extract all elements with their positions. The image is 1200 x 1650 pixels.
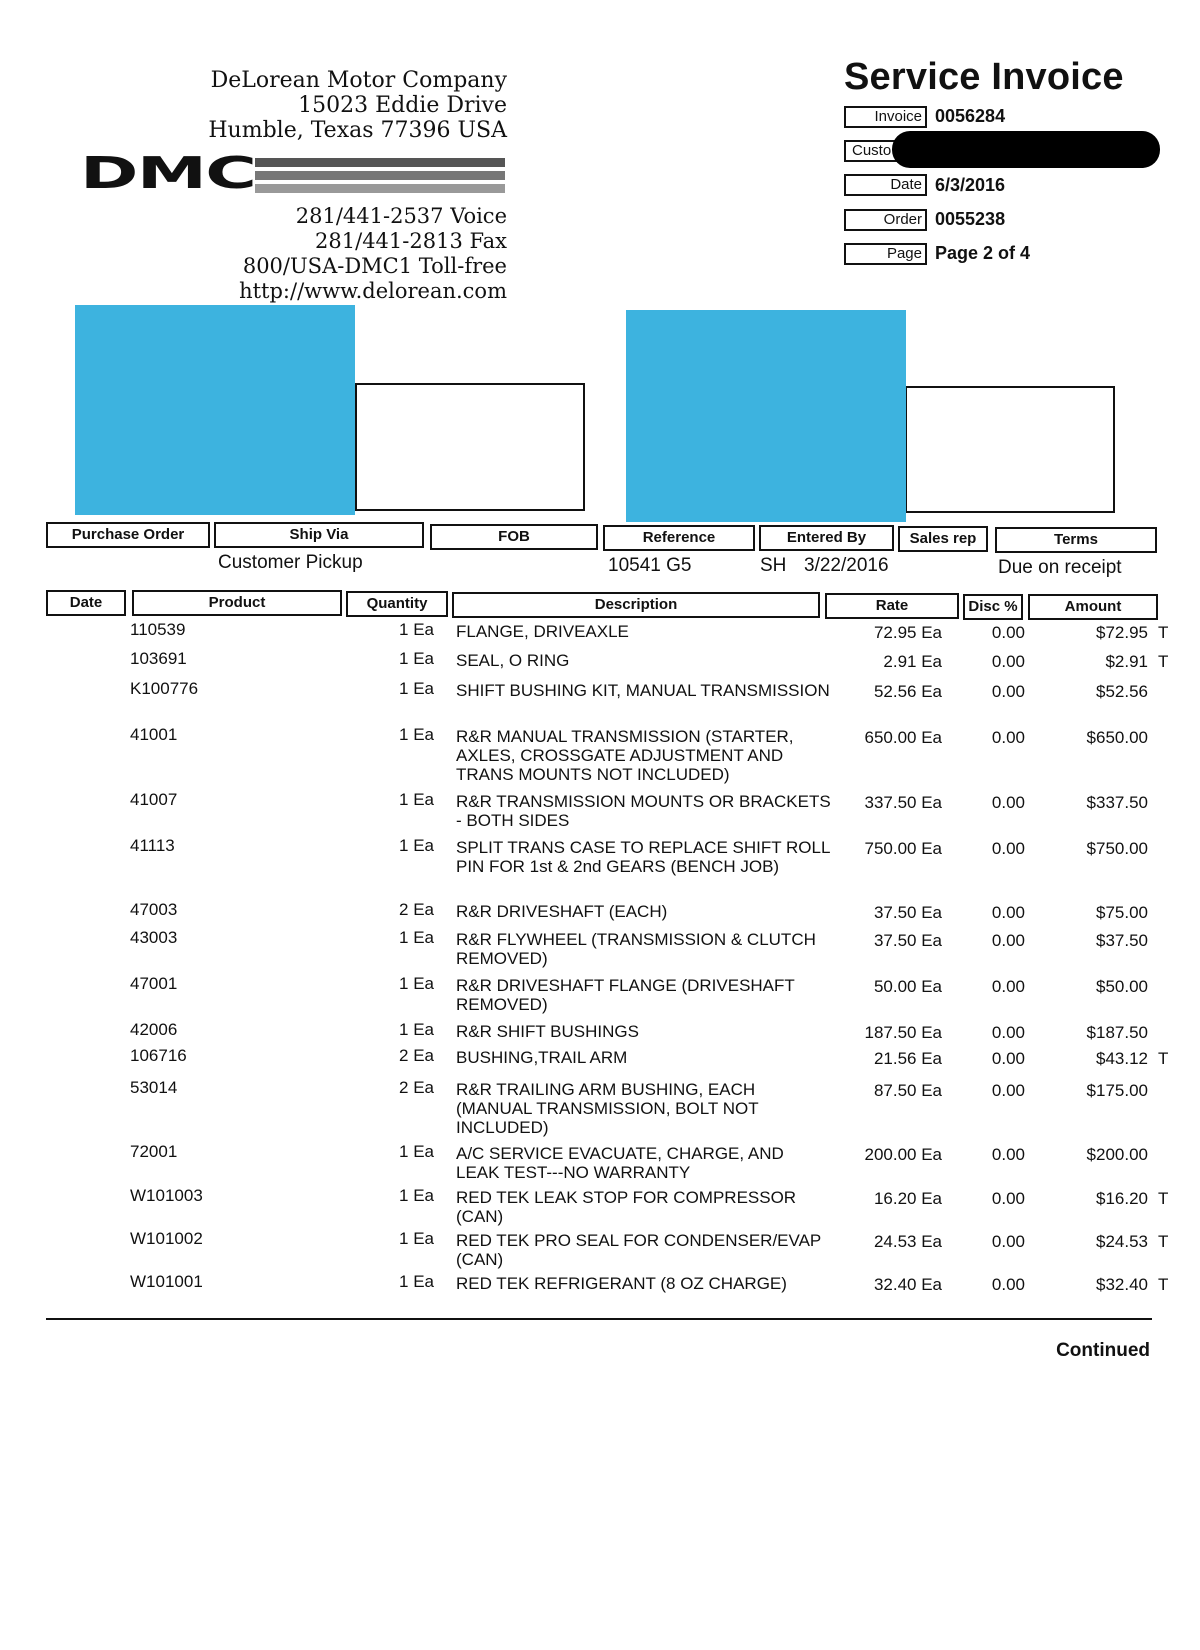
discount: 0.00 (991, 728, 1025, 747)
description: R&R DRIVESHAFT FLANGE (DRIVESHAFT REMOVED) (456, 976, 795, 1014)
discount: 0.00 (991, 1145, 1025, 1164)
description: RED TEK PRO SEAL FOR CONDENSER/EVAP (CAN) (456, 1231, 821, 1269)
amount: $50.00 (1096, 977, 1148, 996)
invoice-number: 0056284 (935, 106, 1006, 126)
description: R&R MANUAL TRANSMISSION (STARTER, AXLES, CROSSGATE ADJUSTMENT AND TRANS MOUNTS NOT INCLUDED) (456, 727, 794, 784)
rate: 187.50 Ea (864, 1023, 942, 1042)
footer-divider (46, 1318, 1152, 1320)
discount: 0.00 (991, 1081, 1025, 1100)
company-tollfree: 800/USA-DMC1 Toll-free (242, 254, 507, 278)
discount: 0.00 (991, 623, 1025, 642)
product-code: 47003 (130, 900, 178, 919)
product-code: W101002 (130, 1229, 203, 1248)
product-code: 43003 (130, 928, 178, 947)
quantity: 1 Ea (399, 679, 434, 698)
tax-flag: T (1158, 1275, 1169, 1294)
amount: $200.00 (1086, 1145, 1148, 1164)
entered-by-header: Entered By (759, 525, 894, 551)
rate: 52.56 Ea (873, 682, 942, 701)
amount: $43.12 (1096, 1049, 1148, 1068)
amount: $650.00 (1086, 728, 1148, 747)
company-name: DeLorean Motor Company (210, 68, 507, 93)
discount: 0.00 (991, 652, 1025, 671)
customer-redaction (892, 131, 1160, 168)
dmc-logo (80, 148, 505, 199)
description: FLANGE, DRIVEAXLE (456, 622, 629, 641)
discount: 0.00 (991, 1232, 1025, 1251)
quantity: 1 Ea (399, 790, 434, 809)
discount: 0.00 (991, 1049, 1025, 1068)
company-contact (239, 204, 507, 304)
amount: $337.50 (1086, 793, 1148, 812)
product-code: 42006 (130, 1020, 178, 1039)
quantity: 1 Ea (399, 1186, 434, 1205)
discount: 0.00 (991, 1189, 1025, 1208)
description: SEAL, O RING (456, 651, 570, 670)
col-disc: Disc % (963, 594, 1023, 620)
date-label: Date (844, 174, 927, 196)
tax-flag: T (1158, 652, 1169, 671)
page-label: Page (844, 243, 927, 265)
rate: 750.00 Ea (864, 839, 942, 858)
description: R&R TRANSMISSION MOUNTS OR BRACKETS - BOTH SIDES (456, 792, 831, 830)
rate: 650.00 Ea (864, 728, 942, 747)
ship-to-box (905, 386, 1115, 513)
quantity: 2 Ea (399, 1046, 434, 1065)
ship-via-header: Ship Via (214, 522, 424, 548)
quantity: 1 Ea (399, 1020, 434, 1039)
quantity: 1 Ea (399, 620, 434, 639)
company-address (208, 68, 507, 143)
continued-label: Continued (1056, 1340, 1150, 1361)
discount: 0.00 (991, 793, 1025, 812)
tax-flag: T (1158, 1189, 1169, 1208)
amount: $2.91 (1105, 652, 1148, 671)
rate: 37.50 Ea (873, 903, 942, 922)
reference-value: 10541 G5 (608, 555, 692, 576)
discount: 0.00 (991, 1023, 1025, 1042)
invoice-date: 6/3/2016 (935, 175, 1006, 195)
ship-to-redaction (626, 310, 906, 522)
description: R&R FLYWHEEL (TRANSMISSION & CLUTCH REMOVED) (456, 930, 816, 968)
discount: 0.00 (991, 682, 1025, 701)
tax-flag: T (1158, 1232, 1169, 1251)
product-code: 41113 (130, 836, 175, 855)
col-description: Description (452, 592, 820, 618)
rate: 50.00 Ea (873, 977, 942, 996)
description: R&R TRAILING ARM BUSHING, EACH (MANUAL TRANSMISSION, BOLT NOT INCLUDED) (456, 1080, 759, 1137)
company-fax: 281/441-2813 Fax (315, 229, 507, 253)
sales-rep-header: Sales rep (898, 526, 988, 552)
col-product: Product (132, 590, 342, 616)
description: SHIFT BUSHING KIT, MANUAL TRANSMISSION (456, 681, 830, 700)
quantity: 1 Ea (399, 836, 434, 855)
product-code: 41001 (130, 725, 178, 744)
rate: 200.00 Ea (864, 1145, 942, 1164)
amount: $72.95 (1096, 623, 1148, 642)
company-street: 15023 Eddie Drive (298, 93, 507, 118)
dmc-logo-text: DMC (80, 148, 256, 199)
bill-to-box (355, 383, 585, 511)
amount: $187.50 (1086, 1023, 1148, 1042)
quantity: 1 Ea (399, 974, 434, 993)
discount: 0.00 (991, 839, 1025, 858)
entered-date-value: 3/22/2016 (804, 555, 889, 576)
description: A/C SERVICE EVACUATE, CHARGE, AND LEAK TEST---NO WARRANTY (456, 1144, 784, 1182)
rate: 24.53 Ea (873, 1232, 942, 1251)
product-code: W101003 (130, 1186, 203, 1205)
quantity: 2 Ea (399, 1078, 434, 1097)
purchase-order-header: Purchase Order (46, 522, 210, 548)
product-code: 106716 (130, 1046, 187, 1065)
customer-label: Custo (844, 140, 927, 162)
quantity: 1 Ea (399, 1272, 434, 1291)
quantity: 2 Ea (399, 900, 434, 919)
page-number: Page 2 of 4 (935, 243, 1031, 263)
col-rate: Rate (825, 593, 959, 619)
company-city: Humble, Texas 77396 USA (208, 118, 507, 143)
amount: $52.56 (1096, 682, 1148, 701)
amount: $24.53 (1096, 1232, 1148, 1251)
description: R&R DRIVESHAFT (EACH) (456, 902, 668, 921)
tax-flag: T (1158, 623, 1169, 642)
fob-header: FOB (430, 524, 598, 550)
product-code: 110539 (130, 620, 186, 639)
discount: 0.00 (991, 1275, 1025, 1294)
amount: $750.00 (1086, 839, 1148, 858)
description: BUSHING,TRAIL ARM (456, 1048, 628, 1067)
description: R&R SHIFT BUSHINGS (456, 1022, 639, 1041)
product-code: 72001 (130, 1142, 178, 1161)
amount: $16.20 (1096, 1189, 1148, 1208)
amount: $75.00 (1096, 903, 1148, 922)
rate: 72.95 Ea (873, 623, 942, 642)
page-title: Service Invoice (844, 56, 1124, 98)
product-code: K100776 (130, 679, 199, 698)
amount: $32.40 (1096, 1275, 1148, 1294)
quantity: 1 Ea (399, 649, 434, 668)
tax-flag: T (1158, 1049, 1169, 1068)
reference-header: Reference (603, 525, 755, 551)
order-number: 0055238 (935, 209, 1006, 229)
terms-header: Terms (995, 527, 1157, 553)
rate: 2.91 Ea (883, 652, 942, 671)
bill-to-redaction (75, 305, 355, 515)
quantity: 1 Ea (399, 928, 434, 947)
amount: $175.00 (1086, 1081, 1148, 1100)
quantity: 1 Ea (399, 725, 434, 744)
rate: 87.50 Ea (873, 1081, 942, 1100)
quantity: 1 Ea (399, 1229, 434, 1248)
description: SPLIT TRANS CASE TO REPLACE SHIFT ROLL PIN FOR 1st & 2nd GEARS (BENCH JOB) (456, 838, 830, 876)
col-amount: Amount (1028, 594, 1158, 620)
discount: 0.00 (991, 903, 1025, 922)
company-phone: 281/441-2537 Voice (295, 204, 507, 228)
description: RED TEK REFRIGERANT (8 OZ CHARGE) (456, 1274, 787, 1293)
amount: $37.50 (1096, 931, 1148, 950)
rate: 21.56 Ea (873, 1049, 942, 1068)
ship-via-value: Customer Pickup (218, 552, 363, 573)
col-date: Date (46, 590, 126, 616)
company-website[interactable]: http://www.delorean.com (239, 279, 507, 303)
order-label: Order (844, 209, 927, 231)
discount: 0.00 (991, 931, 1025, 950)
invoice-label: Invoice (844, 106, 927, 128)
rate: 32.40 Ea (873, 1275, 942, 1294)
discount: 0.00 (991, 977, 1025, 996)
col-quantity: Quantity (346, 591, 448, 617)
product-code: 53014 (130, 1078, 178, 1097)
product-code: 47001 (130, 974, 178, 993)
quantity: 1 Ea (399, 1142, 434, 1161)
rate: 16.20 Ea (873, 1189, 942, 1208)
product-code: 41007 (130, 790, 178, 809)
rate: 37.50 Ea (873, 931, 942, 950)
rate: 337.50 Ea (864, 793, 942, 812)
product-code: 103691 (130, 649, 187, 668)
entered-by-value: SH (760, 555, 787, 576)
description: RED TEK LEAK STOP FOR COMPRESSOR (CAN) (456, 1188, 797, 1226)
product-code: W101001 (130, 1272, 203, 1291)
terms-value: Due on receipt (998, 557, 1122, 578)
